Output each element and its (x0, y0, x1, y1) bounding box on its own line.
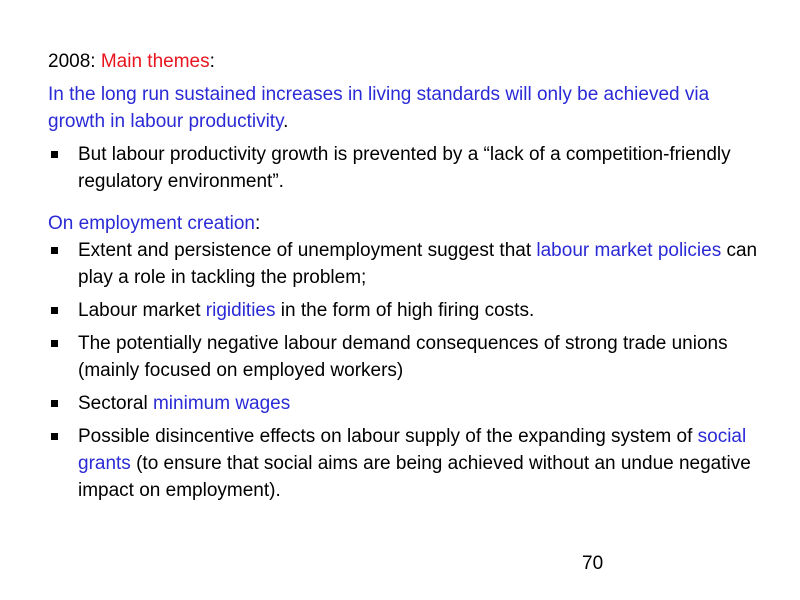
heading-year: 2008: (48, 51, 101, 72)
spacer (48, 201, 768, 210)
heading-line (48, 48, 768, 75)
bullet-pre: Extent and persistence of unemployment suggest that (78, 240, 537, 261)
employment-heading (48, 210, 768, 237)
bullet-highlight: social grants (78, 426, 747, 474)
employment-bullet-list (48, 237, 768, 504)
square-bullet-icon (51, 247, 58, 254)
intro-period: . (283, 111, 289, 132)
bullet-text: But labour productivity growth is prevented by a “lack of a competition-friendly regulatory environment”. (78, 144, 731, 192)
theme-bullet-list (48, 141, 768, 195)
square-bullet-icon (51, 340, 58, 347)
bullet-item-productivity (48, 141, 768, 195)
bullet-pre: Possible disincentive effects on labour supply of the expanding system of (78, 426, 698, 447)
page-number: 70 (582, 553, 604, 574)
slide-content (48, 48, 768, 510)
employment-colon: : (255, 213, 261, 234)
bullet-item (48, 423, 768, 504)
bullet-post: can play a role in tackling the problem; (78, 240, 758, 288)
bullet-highlight: rigidities (205, 300, 276, 321)
bullet-pre: Labour market (78, 300, 206, 321)
heading-highlight: Main themes (100, 51, 210, 72)
square-bullet-icon (51, 307, 58, 314)
square-bullet-icon (51, 400, 58, 407)
bullet-pre: The potentially negative labour demand consequences of strong trade unions (mainly focused on employed workers) (78, 333, 728, 381)
bullet-item (48, 330, 768, 384)
bullet-post: in the form of high firing costs. (275, 300, 535, 321)
square-bullet-icon (51, 151, 58, 158)
square-bullet-icon (51, 433, 58, 440)
intro-paragraph (48, 81, 768, 135)
bullet-item (48, 297, 768, 324)
bullet-pre: Sectoral (78, 393, 153, 414)
bullet-highlight: labour market policies (536, 240, 722, 261)
bullet-post: (to ensure that social aims are being achieved without an undue negative impact on employment). (78, 453, 751, 501)
bullet-item (48, 390, 768, 417)
intro-text: In the long run sustained increases in living standards will only be achieved via growth in labour productivity (48, 84, 710, 132)
bullet-item (48, 237, 768, 291)
bullet-highlight: minimum wages (152, 393, 291, 414)
heading-colon: : (209, 51, 215, 72)
employment-highlight: On employment creation (48, 213, 255, 234)
